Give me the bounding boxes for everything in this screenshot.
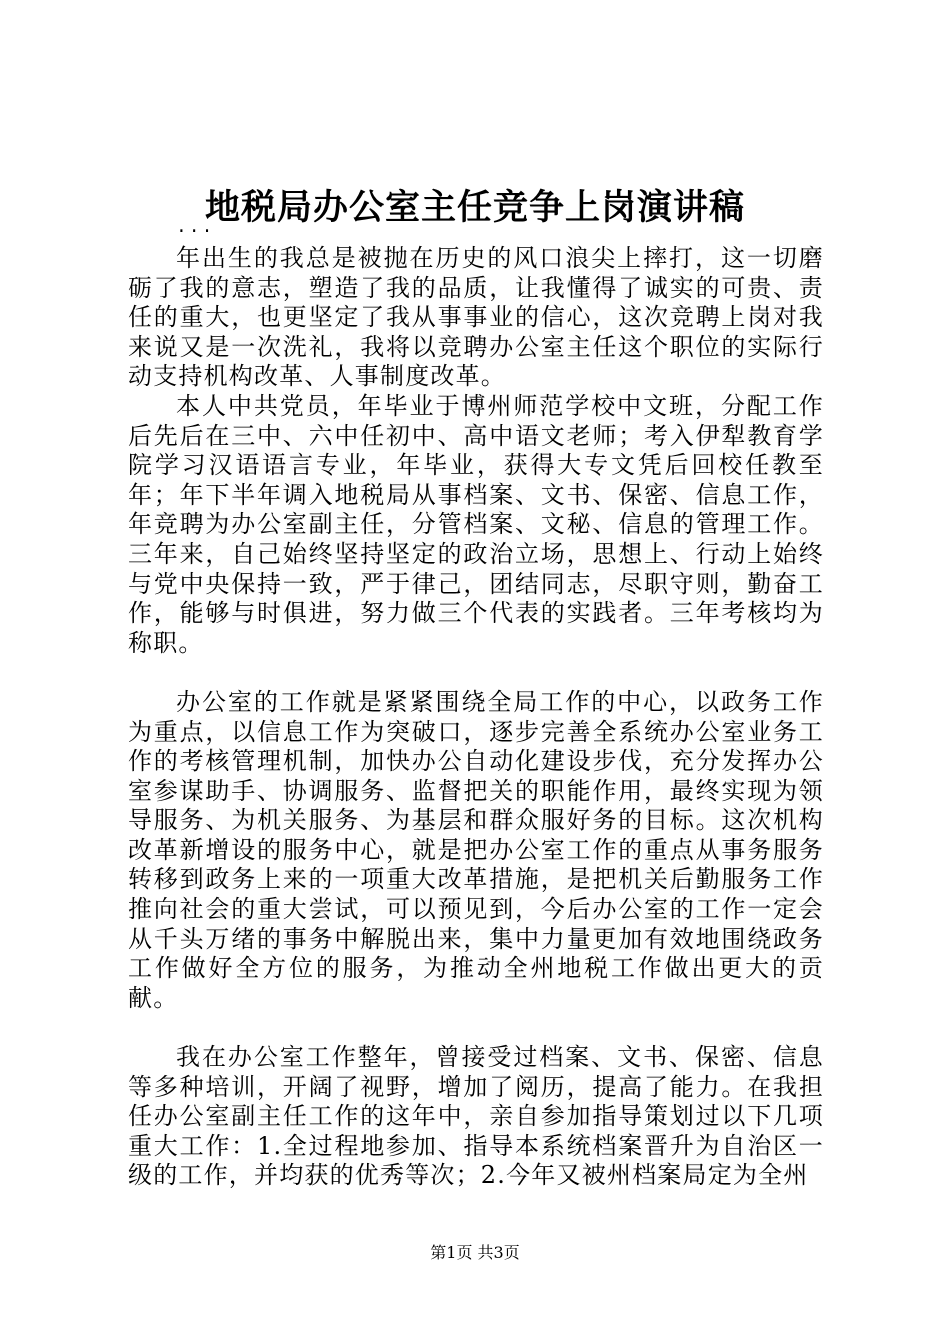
page-number-footer: 第1页 共3页 [430, 1243, 520, 1262]
paragraph-1: 年出生的我总是被抛在历史的风口浪尖上摔打，这一切磨砺了我的意志，塑造了我的品质，让我懂得了诚实的可贵、责任的重大，也更坚定了我从事事业的信心，这次竞聘上岗对我来说又是一次洗礼，我将以竞聘办公室主任这个职位的实际行动支持机构改革、人事制度改革。 [128, 244, 824, 391]
document-title: 地税局办公室主任竞争上岗演讲稿 [204, 187, 745, 228]
ellipsis-marker: ... [176, 218, 215, 238]
paragraph-2: 本人中共党员，年毕业于博州师范学校中文班，分配工作后先后在三中、六中任初中、高中语文老师；考入伊犁教育学院学习汉语语言专业，年毕业，获得大专文凭后回校任教至年；年下半年调入地税局从事档案、文书、保密、信息工作，年竞聘为办公室副主任，分管档案、文秘、信息的管理工作。三年来，自己始终坚持坚定的政治立场，思想上、行动上始终与党中央保持一致，严于律己，团结同志，尽职守则，勤奋工作，能够与时俱进，努力做三个代表的实践者。三年考核均为称职。 [128, 391, 824, 657]
paragraph-3: 办公室的工作就是紧紧围绕全局工作的中心，以政务工作为重点，以信息工作为突破口，逐步完善全系统办公室业务工作的考核管理机制，加快办公自动化建设步伐，充分发挥办公室参谋助手、协调服务、监督把关的职能作用，最终实现为领导服务、为机关服务、为基层和群众服好务的目标。这次机构改革新增设的服务中心，就是把办公室工作的重点从事务服务转移到政务上来的一项重大改革措施，是把机关后勤服务工作推向社会的重大尝试，可以预见到，今后办公室的工作一定会从千头万绪的事务中解脱出来，集中力量更加有效地围绕政务工作做好全方位的服务，为推动全州地税工作做出更大的贡献。 [128, 687, 824, 1012]
paragraph-4: 我在办公室工作整年，曾接受过档案、文书、保密、信息等多种培训，开阔了视野，增加了阅历，提高了能力。在我担任办公室副主任工作的这年中，亲自参加指导策划过以下几项重大工作：1.全过程地参加、指导本系统档案晋升为自治区一级的工作，并均获的优秀等次；2.今年又被州档案局定为全州 [128, 1043, 824, 1190]
document-body [128, 244, 824, 1191]
